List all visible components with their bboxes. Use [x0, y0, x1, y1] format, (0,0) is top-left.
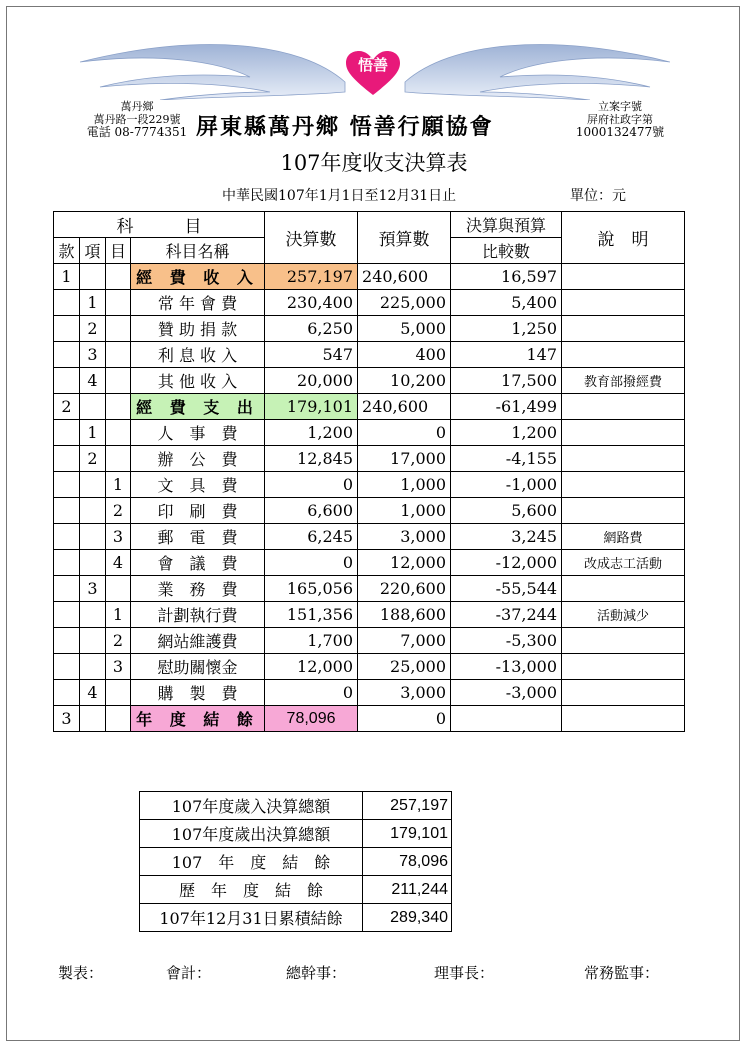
mu-cell: 1 — [106, 472, 131, 498]
budget-cell: 220,600 — [358, 576, 451, 602]
sig-maker: 製表： — [58, 964, 104, 982]
actual-cell: 1,700 — [265, 628, 358, 654]
xiang-cell: 1 — [80, 420, 106, 446]
kuan-cell: 3 — [54, 706, 80, 732]
budget-cell: 188,600 — [358, 602, 451, 628]
right-info-line: 立案字號 — [598, 100, 642, 113]
name-cell: 經 費 支 出 — [131, 394, 265, 420]
xiang-cell — [80, 628, 106, 654]
table-row — [54, 706, 685, 732]
summary-label: 歷 年 度 結 餘 — [140, 876, 363, 904]
budget-cell: 12,000 — [358, 550, 451, 576]
xiang-cell: 3 — [80, 342, 106, 368]
actual-cell: 6,600 — [265, 498, 358, 524]
right-info-line: 屏府社政字第 — [587, 113, 653, 126]
note-cell — [562, 654, 685, 680]
kuan-cell: 2 — [54, 394, 80, 420]
kuan-cell — [54, 316, 80, 342]
summary-value: 257,197 — [363, 792, 452, 820]
mu-cell — [106, 576, 131, 602]
mu-cell: 1 — [106, 602, 131, 628]
xiang-header: 項 — [80, 238, 106, 264]
table-row — [54, 550, 685, 576]
actual-cell: 78,096 — [265, 706, 358, 732]
note-cell — [562, 472, 685, 498]
summary-row — [140, 848, 452, 876]
kuan-cell — [54, 602, 80, 628]
budget-cell: 25,000 — [358, 654, 451, 680]
table-row — [54, 654, 685, 680]
actual-cell: 230,400 — [265, 290, 358, 316]
budget-header: 預算數 — [358, 212, 451, 264]
summary-row — [140, 904, 452, 932]
sig-supervisor: 常務監事： — [584, 964, 660, 982]
mu-cell — [106, 264, 131, 290]
diff-cell: 17,500 — [451, 368, 562, 394]
mu-cell — [106, 394, 131, 420]
xiang-cell — [80, 550, 106, 576]
actual-cell: 6,250 — [265, 316, 358, 342]
kuan-header: 款 — [54, 238, 80, 264]
note-cell: 網路費 — [562, 524, 685, 550]
actual-cell: 6,245 — [265, 524, 358, 550]
kuan-cell: 1 — [54, 264, 80, 290]
note-cell — [562, 628, 685, 654]
xiang-cell — [80, 706, 106, 732]
name-cell: 印 刷 費 — [131, 498, 265, 524]
table-row — [54, 498, 685, 524]
xiang-cell: 2 — [80, 446, 106, 472]
name-cell: 辦 公 費 — [131, 446, 265, 472]
note-cell: 活動減少 — [562, 602, 685, 628]
name-cell: 其 他 收 入 — [131, 368, 265, 394]
note-cell — [562, 446, 685, 472]
diff-cell: -61,499 — [451, 394, 562, 420]
name-header: 科目名稱 — [131, 238, 265, 264]
org-name: 屏東縣萬丹鄉 悟善行願協會 — [196, 114, 494, 140]
diff-cell: -13,000 — [451, 654, 562, 680]
table-row — [54, 342, 685, 368]
actual-cell: 0 — [265, 550, 358, 576]
actual-cell: 547 — [265, 342, 358, 368]
note-cell: 教育部撥經費 — [562, 368, 685, 394]
mu-cell — [106, 368, 131, 394]
kuan-cell — [54, 680, 80, 706]
table-row — [54, 680, 685, 706]
xiang-cell: 1 — [80, 290, 106, 316]
summary-row — [140, 876, 452, 904]
mu-cell — [106, 316, 131, 342]
xiang-cell — [80, 394, 106, 420]
budget-cell: 0 — [358, 420, 451, 446]
period-text: 中華民國107年1月1日至12月31日止 — [222, 188, 457, 204]
diff-cell: 5,400 — [451, 290, 562, 316]
actual-cell: 0 — [265, 680, 358, 706]
budget-cell: 1,000 — [358, 498, 451, 524]
subject-header: 科 目 — [54, 212, 265, 238]
table-row — [54, 472, 685, 498]
mu-cell — [106, 290, 131, 316]
sig-secretary: 總幹事： — [286, 964, 347, 982]
mu-cell: 3 — [106, 524, 131, 550]
kuan-cell — [54, 628, 80, 654]
summary-value: 289,340 — [363, 904, 452, 932]
mu-cell — [106, 446, 131, 472]
name-cell: 網站維護費 — [131, 628, 265, 654]
actual-header: 決算數 — [265, 212, 358, 264]
actual-cell: 165,056 — [265, 576, 358, 602]
kuan-cell — [54, 420, 80, 446]
note-cell — [562, 290, 685, 316]
right-info-line: 1000132477號 — [575, 125, 665, 139]
table-row — [54, 420, 685, 446]
name-cell: 贊 助 捐 款 — [131, 316, 265, 342]
mu-cell — [106, 342, 131, 368]
kuan-cell — [54, 342, 80, 368]
xiang-cell — [80, 472, 106, 498]
summary-label: 107年度歲出決算總額 — [140, 820, 363, 848]
budget-cell: 3,000 — [358, 524, 451, 550]
mu-cell: 2 — [106, 628, 131, 654]
table-row — [54, 264, 685, 290]
mu-cell — [106, 706, 131, 732]
name-cell: 慰助關懷金 — [131, 654, 265, 680]
note-cell — [562, 680, 685, 706]
kuan-cell — [54, 654, 80, 680]
summary-table — [139, 791, 452, 932]
kuan-cell — [54, 472, 80, 498]
budget-cell: 0 — [358, 706, 451, 732]
budget-cell: 1,000 — [358, 472, 451, 498]
note-cell — [562, 706, 685, 732]
xiang-cell: 2 — [80, 316, 106, 342]
name-cell: 人 事 費 — [131, 420, 265, 446]
budget-cell: 240,600 — [358, 394, 451, 420]
budget-cell: 5,000 — [358, 316, 451, 342]
left-info-line: 萬丹路一段229號 — [93, 113, 181, 126]
budget-cell: 7,000 — [358, 628, 451, 654]
diff-cell: -3,000 — [451, 680, 562, 706]
diff-cell: 147 — [451, 342, 562, 368]
summary-row — [140, 820, 452, 848]
note-cell — [562, 576, 685, 602]
name-cell: 購 製 費 — [131, 680, 265, 706]
logo-text: 悟善 — [357, 56, 388, 74]
name-cell: 常 年 會 費 — [131, 290, 265, 316]
diff-cell: 3,245 — [451, 524, 562, 550]
left-info — [82, 100, 192, 139]
actual-cell: 12,000 — [265, 654, 358, 680]
xiang-cell: 4 — [80, 680, 106, 706]
xiang-cell — [80, 498, 106, 524]
actual-cell: 179,101 — [265, 394, 358, 420]
name-cell: 業 務 費 — [131, 576, 265, 602]
diff-cell: 5,600 — [451, 498, 562, 524]
budget-cell: 240,600 — [358, 264, 451, 290]
table-row — [54, 316, 685, 342]
left-info-line: 萬丹鄉 — [120, 100, 154, 113]
diff-cell: -37,244 — [451, 602, 562, 628]
name-cell: 利 息 收 入 — [131, 342, 265, 368]
diff-cell — [451, 706, 562, 732]
budget-table — [53, 211, 685, 732]
table-row — [54, 446, 685, 472]
summary-value: 179,101 — [363, 820, 452, 848]
note-header: 說 明 — [562, 212, 685, 264]
xiang-cell — [80, 524, 106, 550]
summary-label: 107 年 度 結 餘 — [140, 848, 363, 876]
diff-cell: -12,000 — [451, 550, 562, 576]
diff-header-top: 決算與預算 — [451, 212, 562, 238]
summary-label: 107年12月31日累積結餘 — [140, 904, 363, 932]
note-cell — [562, 342, 685, 368]
xiang-cell — [80, 654, 106, 680]
kuan-cell — [54, 576, 80, 602]
kuan-cell — [54, 550, 80, 576]
budget-cell: 17,000 — [358, 446, 451, 472]
name-cell: 郵 電 費 — [131, 524, 265, 550]
diff-cell: 1,250 — [451, 316, 562, 342]
unit-text: 單位：元 — [570, 188, 626, 204]
mu-cell — [106, 420, 131, 446]
note-cell: 改成志工活動 — [562, 550, 685, 576]
budget-cell: 400 — [358, 342, 451, 368]
xiang-cell — [80, 602, 106, 628]
actual-cell: 20,000 — [265, 368, 358, 394]
table-row — [54, 602, 685, 628]
page-title: 107年度收支決算表 — [280, 151, 468, 175]
mu-cell: 4 — [106, 550, 131, 576]
actual-cell: 257,197 — [265, 264, 358, 290]
name-cell: 文 具 費 — [131, 472, 265, 498]
budget-cell: 225,000 — [358, 290, 451, 316]
table-row — [54, 394, 685, 420]
xiang-cell: 4 — [80, 368, 106, 394]
sig-chairman: 理事長： — [434, 964, 495, 982]
xiang-cell: 3 — [80, 576, 106, 602]
name-cell: 年 度 結 餘 — [131, 706, 265, 732]
budget-cell: 3,000 — [358, 680, 451, 706]
kuan-cell — [54, 498, 80, 524]
diff-cell: -5,300 — [451, 628, 562, 654]
diff-header-bottom: 比較數 — [451, 238, 562, 264]
diff-cell: -1,000 — [451, 472, 562, 498]
mu-cell: 2 — [106, 498, 131, 524]
summary-row — [140, 792, 452, 820]
table-row — [54, 290, 685, 316]
note-cell — [562, 420, 685, 446]
summary-value: 211,244 — [363, 876, 452, 904]
note-cell — [562, 394, 685, 420]
name-cell: 計劃執行費 — [131, 602, 265, 628]
diff-cell: -4,155 — [451, 446, 562, 472]
note-cell — [562, 264, 685, 290]
budget-cell: 10,200 — [358, 368, 451, 394]
kuan-cell — [54, 524, 80, 550]
actual-cell: 151,356 — [265, 602, 358, 628]
mu-cell: 3 — [106, 654, 131, 680]
diff-cell: -55,544 — [451, 576, 562, 602]
table-row — [54, 368, 685, 394]
header-row — [54, 212, 685, 238]
left-info-line: 電話 08-7774351 — [86, 125, 188, 139]
actual-cell: 12,845 — [265, 446, 358, 472]
actual-cell: 1,200 — [265, 420, 358, 446]
summary-value: 78,096 — [363, 848, 452, 876]
right-info — [570, 100, 670, 139]
table-row — [54, 524, 685, 550]
note-cell — [562, 498, 685, 524]
name-cell: 會 議 費 — [131, 550, 265, 576]
diff-cell: 1,200 — [451, 420, 562, 446]
diff-cell: 16,597 — [451, 264, 562, 290]
name-cell: 經 費 收 入 — [131, 264, 265, 290]
kuan-cell — [54, 290, 80, 316]
kuan-cell — [54, 368, 80, 394]
mu-cell — [106, 680, 131, 706]
note-cell — [562, 316, 685, 342]
mu-header: 目 — [106, 238, 131, 264]
actual-cell: 0 — [265, 472, 358, 498]
table-row — [54, 628, 685, 654]
sig-accountant: 會計： — [166, 964, 212, 982]
table-row — [54, 576, 685, 602]
kuan-cell — [54, 446, 80, 472]
xiang-cell — [80, 264, 106, 290]
summary-label: 107年度歲入決算總額 — [140, 792, 363, 820]
